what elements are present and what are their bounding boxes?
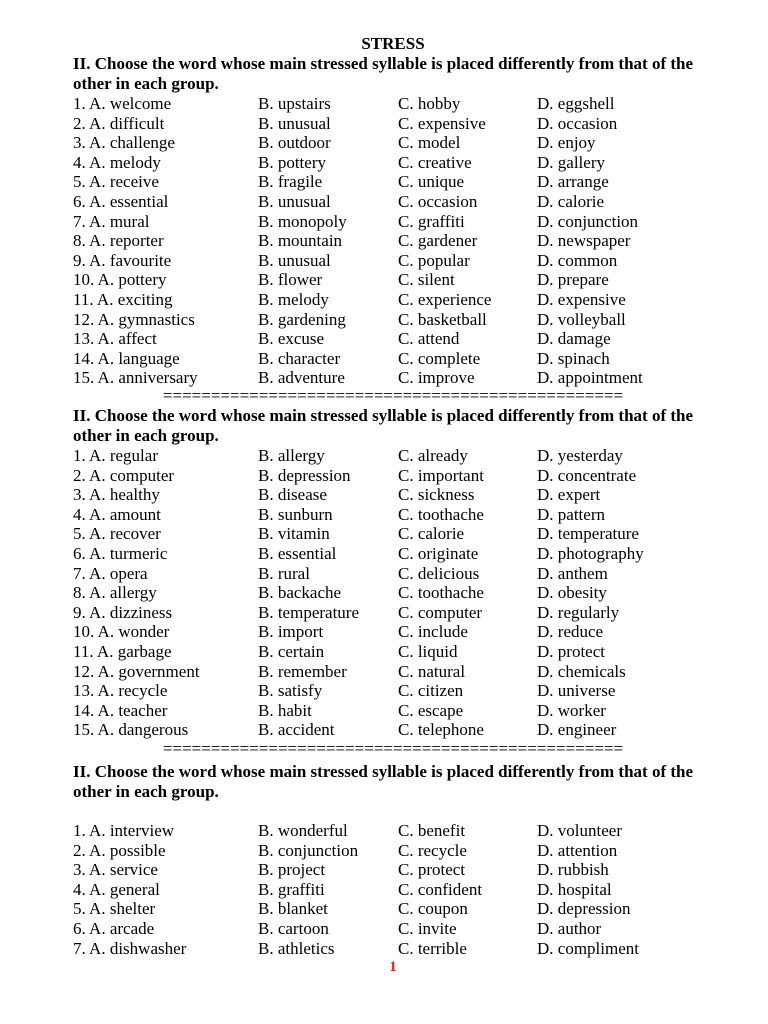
section-separator: ================================================ [162, 386, 624, 405]
option-c: C. invite [398, 918, 457, 938]
question-row [73, 446, 733, 466]
option-b: B. import [258, 622, 324, 642]
option-d: D. expensive [537, 289, 626, 309]
option-b: B. graffiti [258, 879, 325, 899]
question-row [73, 172, 733, 192]
option-a: 14. A. teacher [73, 700, 168, 720]
option-a: 4. A. amount [73, 504, 161, 524]
option-a: 2. A. computer [73, 465, 175, 485]
option-b: B. athletics [258, 938, 335, 958]
option-c: C. improve [398, 368, 475, 388]
option-c: C. attend [398, 329, 460, 349]
option-c: C. graffiti [398, 211, 465, 231]
option-a: 3. A. healthy [73, 485, 160, 505]
option-b: B. wonderful [258, 821, 348, 840]
option-c: C. unique [398, 172, 465, 192]
question-row [73, 701, 733, 721]
question-row [73, 466, 733, 486]
option-a: 5. A. recover [73, 524, 161, 544]
section-instruction: II. Choose the word whose main stressed syllable is placed differently from that of the other in each group. [73, 762, 694, 801]
option-a: 1. A. welcome [73, 94, 172, 113]
question-row [73, 919, 733, 939]
option-b: B. flower [258, 270, 323, 290]
question-row [73, 310, 733, 330]
option-d: D. volleyball [537, 309, 626, 329]
option-a: 2. A. possible [73, 840, 166, 860]
option-c: C. hobby [398, 94, 461, 113]
option-c: C. recycle [398, 840, 467, 860]
option-d: D. protect [537, 641, 605, 661]
option-a: 8. A. allergy [73, 583, 157, 603]
option-b: B. upstairs [258, 94, 331, 113]
option-a: 15. A. anniversary [73, 368, 198, 388]
option-d: D. prepare [537, 270, 609, 290]
option-a: 6. A. arcade [73, 918, 155, 938]
option-a: 9. A. favourite [73, 250, 172, 270]
option-c: C. important [398, 465, 484, 485]
option-c: C. coupon [398, 899, 468, 919]
question-row [73, 212, 733, 232]
option-c: C. gardener [398, 231, 478, 251]
option-d: D. author [537, 918, 602, 938]
question-row [73, 720, 733, 740]
option-a: 7. A. opera [73, 563, 148, 583]
option-b: B. allergy [258, 446, 325, 465]
question-row [73, 860, 733, 880]
option-b: B. unusual [258, 113, 331, 133]
option-d: D. worker [537, 700, 606, 720]
option-a: 13. A. recycle [73, 681, 168, 701]
option-a: 4. A. melody [73, 152, 161, 172]
question-list [73, 446, 733, 740]
question-row [73, 544, 733, 564]
option-d: D. gallery [537, 152, 605, 172]
option-b: B. mountain [258, 231, 343, 251]
question-row [73, 681, 733, 701]
option-c: C. experience [398, 289, 492, 309]
question-row [73, 841, 733, 861]
option-a: 7. A. dishwasher [73, 938, 187, 958]
option-d: D. depression [537, 899, 631, 919]
option-b: B. outdoor [258, 133, 331, 153]
option-c: C. toothache [398, 583, 484, 603]
question-row [73, 94, 733, 114]
question-row [73, 270, 733, 290]
option-a: 5. A. shelter [73, 899, 156, 919]
option-d: D. enjoy [537, 133, 596, 153]
option-a: 9. A. dizziness [73, 602, 173, 622]
option-a: 12. A. government [73, 661, 200, 681]
question-list [73, 94, 733, 388]
option-b: B. monopoly [258, 211, 347, 231]
question-row [73, 662, 733, 682]
option-b: B. gardening [258, 309, 346, 329]
option-b: B. cartoon [258, 918, 329, 938]
option-c: C. complete [398, 348, 481, 368]
question-list [73, 821, 733, 958]
question-row [73, 899, 733, 919]
section-instruction: II. Choose the word whose main stressed syllable is placed differently from that of the other in each group. [73, 54, 694, 93]
option-d: D. damage [537, 329, 611, 349]
option-c: C. computer [398, 602, 483, 622]
page-number: 1 [389, 959, 397, 975]
option-c: C. creative [398, 152, 472, 172]
option-c: C. occasion [398, 191, 478, 211]
option-a: 15. A. dangerous [73, 720, 189, 740]
option-b: B. fragile [258, 172, 323, 192]
option-d: D. attention [537, 840, 618, 860]
option-c: C. delicious [398, 563, 480, 583]
question-row [73, 231, 733, 251]
option-b: B. disease [258, 485, 327, 505]
option-a: 13. A. affect [73, 329, 157, 349]
option-c: C. escape [398, 700, 464, 720]
option-c: C. originate [398, 543, 479, 563]
option-a: 3. A. challenge [73, 133, 175, 153]
option-d: D. chemicals [537, 661, 626, 681]
option-b: B. satisfy [258, 681, 323, 701]
question-row [73, 349, 733, 369]
question-row [73, 329, 733, 349]
option-d: D. obesity [537, 583, 607, 603]
question-row [73, 939, 733, 959]
option-d: D. calorie [537, 191, 605, 211]
option-d: D. occasion [537, 113, 618, 133]
option-c: C. benefit [398, 821, 466, 840]
option-a: 5. A. receive [73, 172, 159, 192]
option-c: C. protect [398, 860, 466, 880]
option-b: B. depression [258, 465, 351, 485]
question-row [73, 192, 733, 212]
option-c: C. liquid [398, 641, 458, 661]
option-a: 11. A. exciting [73, 289, 173, 309]
option-d: D. newspaper [537, 231, 631, 251]
option-d: D. universe [537, 681, 616, 701]
option-b: B. conjunction [258, 840, 359, 860]
option-c: C. include [398, 622, 468, 642]
document-title: STRESS [361, 34, 425, 53]
option-c: C. expensive [398, 113, 486, 133]
option-b: B. unusual [258, 191, 331, 211]
option-d: D. regularly [537, 602, 620, 622]
option-d: D. hospital [537, 879, 612, 899]
option-b: B. character [258, 348, 341, 368]
option-d: D. concentrate [537, 465, 637, 485]
option-d: D. engineer [537, 720, 617, 740]
option-c: C. confident [398, 879, 483, 899]
question-row [73, 564, 733, 584]
option-a: 11. A. garbage [73, 641, 172, 661]
option-a: 2. A. difficult [73, 113, 165, 133]
option-b: B. project [258, 860, 326, 880]
option-c: C. calorie [398, 524, 465, 544]
option-a: 10. A. pottery [73, 270, 167, 290]
option-b: B. pottery [258, 152, 326, 172]
option-c: C. telephone [398, 720, 484, 740]
option-d: D. compliment [537, 938, 639, 958]
option-d: D. rubbish [537, 860, 609, 880]
option-b: B. sunburn [258, 504, 333, 524]
option-b: B. excuse [258, 329, 325, 349]
question-row [73, 133, 733, 153]
question-row [73, 821, 733, 841]
question-row [73, 114, 733, 134]
option-c: C. popular [398, 250, 470, 270]
option-b: B. unusual [258, 250, 331, 270]
option-c: C. model [398, 133, 461, 153]
question-row [73, 583, 733, 603]
option-a: 1. A. interview [73, 821, 175, 840]
option-d: D. anthem [537, 563, 608, 583]
option-d: D. reduce [537, 622, 604, 642]
section-separator: ================================================ [162, 739, 624, 758]
question-row [73, 880, 733, 900]
option-c: C. sickness [398, 485, 475, 505]
question-row [73, 622, 733, 642]
option-c: C. citizen [398, 681, 464, 701]
option-b: B. vitamin [258, 524, 330, 544]
exercise-section-3 [73, 762, 733, 958]
question-row [73, 368, 733, 388]
option-a: 8. A. reporter [73, 231, 164, 251]
option-d: D. pattern [537, 504, 605, 524]
option-b: B. essential [258, 543, 337, 563]
option-c: C. terrible [398, 938, 467, 958]
option-d: D. expert [537, 485, 601, 505]
option-a: 10. A. wonder [73, 622, 170, 642]
question-row [73, 251, 733, 271]
option-b: B. remember [258, 661, 347, 681]
option-a: 4. A. general [73, 879, 160, 899]
option-c: C. toothache [398, 504, 484, 524]
exercise-section-1 [73, 54, 733, 388]
option-a: 6. A. turmeric [73, 543, 168, 563]
option-b: B. melody [258, 289, 329, 309]
option-d: D. appointment [537, 368, 643, 388]
option-b: B. accident [258, 720, 335, 740]
option-a: 12. A. gymnastics [73, 309, 195, 329]
option-d: D. spinach [537, 348, 610, 368]
question-row [73, 290, 733, 310]
option-a: 6. A. essential [73, 191, 169, 211]
option-d: D. volunteer [537, 821, 622, 840]
question-row [73, 603, 733, 623]
section-instruction: II. Choose the word whose main stressed syllable is placed differently from that of the other in each group. [73, 406, 694, 445]
option-c: C. already [398, 446, 468, 465]
option-d: D. yesterday [537, 446, 623, 465]
option-d: D. conjunction [537, 211, 639, 231]
option-b: B. rural [258, 563, 310, 583]
option-d: D. eggshell [537, 94, 615, 113]
option-b: B. adventure [258, 368, 345, 388]
question-row [73, 524, 733, 544]
option-b: B. habit [258, 700, 312, 720]
option-a: 14. A. language [73, 348, 180, 368]
question-row [73, 153, 733, 173]
question-row [73, 485, 733, 505]
option-b: B. backache [258, 583, 342, 603]
question-row [73, 505, 733, 525]
option-b: B. temperature [258, 602, 360, 622]
option-d: D. arrange [537, 172, 609, 192]
option-b: B. certain [258, 641, 325, 661]
option-d: D. photography [537, 543, 644, 563]
option-a: 7. A. mural [73, 211, 150, 231]
option-b: B. blanket [258, 899, 328, 919]
option-d: D. common [537, 250, 618, 270]
question-row [73, 642, 733, 662]
option-d: D. temperature [537, 524, 639, 544]
option-c: C. silent [398, 270, 455, 290]
exercise-section-2 [73, 406, 733, 740]
option-a: 3. A. service [73, 860, 158, 880]
option-c: C. natural [398, 661, 466, 681]
option-c: C. basketball [398, 309, 487, 329]
option-a: 1. A. regular [73, 446, 158, 465]
